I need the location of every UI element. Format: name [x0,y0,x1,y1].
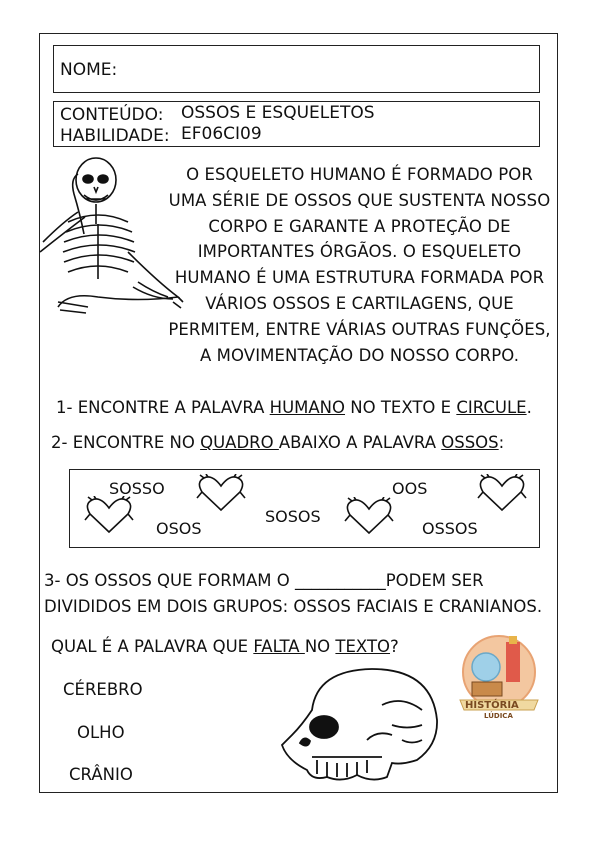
option-olho[interactable]: OLHO [77,723,125,742]
word-box-item[interactable]: SOSOS [265,507,321,526]
word-box-item[interactable]: OOS [392,479,428,498]
question-3-line-2: DIVIDIDOS EM DOIS GRUPOS: OSSOS FACIAIS E CRANIANOS. [44,597,543,616]
skeleton-illustration [38,152,188,322]
option-cerebro[interactable]: CÉREBRO [63,680,143,699]
name-field-box[interactable] [53,45,540,93]
intro-paragraph: O ESQUELETO HUMANO É FORMADO POR UMA SÉRIE DE OSSOS QUE SUSTENTA NOSSO CORPO E GARANTE A PROTEÇÃO DE IMPORTANTES ÓRGÃOS. O ESQUELETO HUMANO É UMA ESTRUTURA FORMADA POR VÁRIOS OSSOS E CARTILAGENS, QUE PERMITEM, ENTRE VÁRIAS OUTRAS FUNÇÕES, A MOVIMENTAÇÃO DO NOSSO CORPO. [168,165,551,365]
q3-ask-middle: NO [304,637,336,656]
question-2 [51,433,504,452]
heart-hands-icon [84,496,134,536]
word-box-item[interactable]: OSOS [156,519,202,538]
q3-ask-suffix: ? [390,637,399,656]
skull-illustration [272,665,442,785]
habilidade-label: HABILIDADE: [60,126,170,146]
option-cranio[interactable]: CRÂNIO [69,765,133,784]
q1-word-humano: HUMANO [269,398,346,417]
q2-middle: ABAIXO A PALAVRA [278,433,442,452]
logo-line-2: LÚDICA [484,712,513,720]
name-label: NOME: [60,60,118,80]
logo-line-1: HISTÓRIA [465,700,519,711]
q2-prefix: 2- ENCONTRE NO [51,433,201,452]
q2-word-ossos: OSSOS [441,433,499,452]
q1-suffix: . [526,398,532,417]
word-box-item[interactable]: OSSOS [422,519,478,538]
question-3-line-1: 3- OS OSSOS QUE FORMAM O ___________PODEM SER [44,571,484,590]
q2-suffix: : [498,433,505,452]
word-box-item[interactable]: SOSSO [109,479,165,498]
habilidade-value: EF06CI09 [181,124,262,144]
conteudo-value: OSSOS E ESQUELETOS [181,103,375,123]
question-1 [56,398,532,417]
q2-word-quadro: QUADRO [200,433,279,452]
conteudo-label: CONTEÚDO: [60,105,164,125]
q3-ask-word-falta: FALTA [253,637,305,656]
q3-ask-word-texto: TEXTO [335,637,391,656]
q1-prefix: 1- ENCONTRE A PALAVRA [56,398,270,417]
heart-hands-icon [343,497,395,537]
question-3-ask [51,637,399,656]
q1-middle: NO TEXTO E [345,398,457,417]
heart-hands-icon [195,474,247,514]
heart-hands-icon [476,474,528,514]
q3-ask-prefix: QUAL É A PALAVRA QUE [51,637,254,656]
q1-word-circule: CIRCULE [456,398,527,417]
